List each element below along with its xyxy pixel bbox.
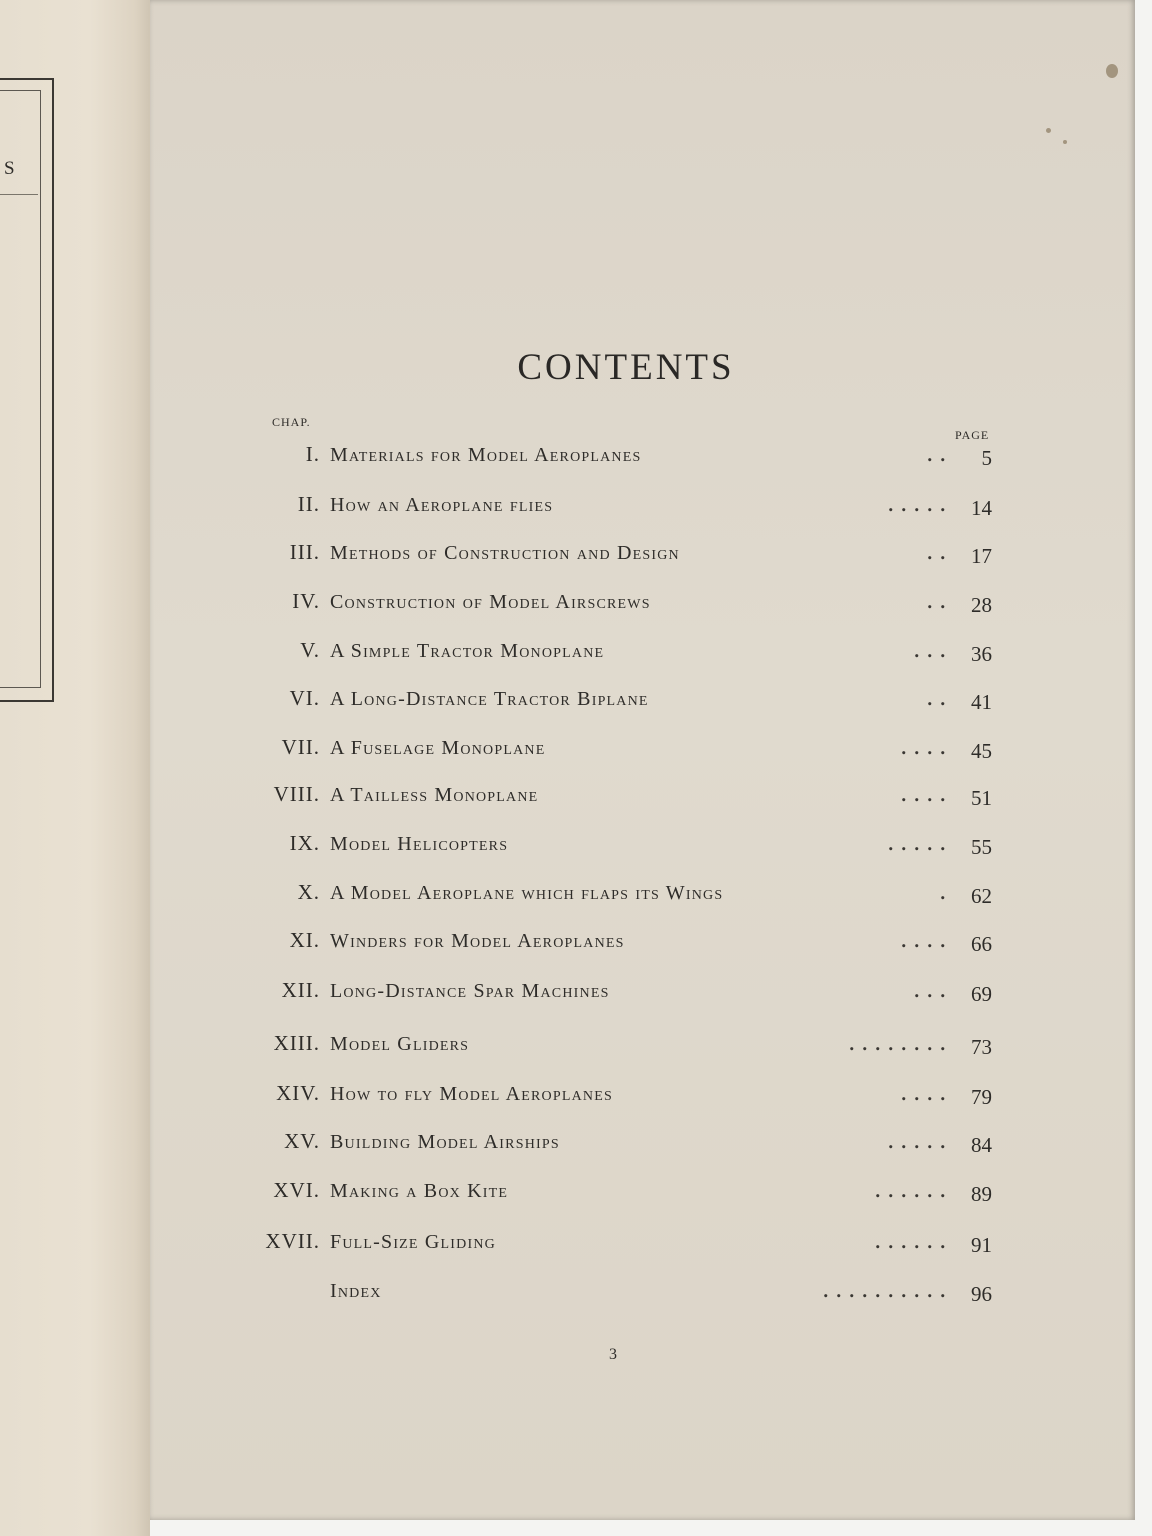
dot-leader: . . . . . . . . [848, 1027, 946, 1056]
chapter-title: Building Model Airships [330, 1131, 560, 1153]
dot-leader: . [939, 876, 946, 905]
page-ref: 69 [971, 982, 992, 1006]
page-ref: 41 [971, 690, 992, 714]
chapter-title: A Simple Tractor Monoplane [330, 640, 605, 662]
dot-leader: . . . . [900, 1077, 946, 1106]
chapter-number: VI. [289, 686, 320, 710]
toc-entry [0, 1174, 1152, 1218]
toc-entry [0, 682, 1152, 726]
chapter-number: XI. [289, 928, 320, 952]
foxing-spot [1106, 64, 1118, 78]
chapter-title: Model Helicopters [330, 833, 509, 855]
dot-leader: . . . . . [887, 1125, 946, 1154]
page-ref: 91 [971, 1233, 992, 1257]
toc-entry [0, 974, 1152, 1018]
chapter-title: Materials for Model Aeroplanes [330, 444, 642, 466]
chapter-number: XIII. [273, 1031, 320, 1055]
page-ref: 84 [971, 1133, 992, 1157]
chapter-number: IV. [292, 589, 320, 613]
toc-entry [0, 438, 1152, 482]
toc-entry [0, 731, 1152, 775]
chapter-number: V. [300, 638, 320, 662]
toc-entry [0, 876, 1152, 920]
chapter-number: XVII. [265, 1229, 320, 1253]
chapter-title: Making a Box Kite [330, 1180, 509, 1202]
page-ref: 28 [971, 593, 992, 617]
toc-entry [0, 1027, 1152, 1071]
dot-leader: . . . . . [887, 488, 946, 517]
chapter-number: XII. [281, 978, 320, 1002]
dot-leader: . . [926, 585, 946, 614]
chapter-number: IX. [289, 831, 320, 855]
page-ref: 55 [971, 835, 992, 859]
toc-entry [0, 634, 1152, 678]
page-ref: 51 [971, 786, 992, 810]
dot-leader: . . [926, 438, 946, 467]
dot-leader: . . . . . . [874, 1225, 946, 1254]
page-ref: 62 [971, 884, 992, 908]
chapter-title: A Model Aeroplane which flaps its Wings [330, 882, 724, 904]
chapter-number: XIV. [276, 1081, 320, 1105]
toc-entry [0, 536, 1152, 580]
foxing-spot [1063, 140, 1067, 144]
chapter-number: X. [297, 880, 320, 904]
chapter-title: A Tailless Monoplane [330, 784, 539, 806]
chapter-number: XV. [284, 1129, 320, 1153]
chapter-title: How an Aeroplane flies [330, 494, 554, 516]
toc-entry [0, 924, 1152, 968]
dot-leader: . . . . [900, 731, 946, 760]
chapter-title: Model Gliders [330, 1033, 470, 1055]
page-ref: 73 [971, 1035, 992, 1059]
toc-entry [0, 1274, 1152, 1318]
chapter-title: Index [330, 1280, 382, 1302]
toc-entry [0, 827, 1152, 871]
toc-entry [0, 585, 1152, 629]
chapter-number: II. [297, 492, 320, 516]
chapter-number: XVI. [273, 1178, 320, 1202]
foxing-spot [1046, 128, 1051, 133]
dot-leader: . . [926, 682, 946, 711]
page-ref: 79 [971, 1085, 992, 1109]
left-page-rule [0, 194, 38, 195]
dot-leader: . . . . . [887, 827, 946, 856]
page-ref: 17 [971, 544, 992, 568]
toc-entry [0, 1225, 1152, 1269]
chap-column-label: CHAP. [272, 415, 311, 429]
chapter-title: How to fly Model Aeroplanes [330, 1083, 613, 1105]
chapter-number: I. [305, 442, 320, 466]
dot-leader: . . . . . . . . . . [822, 1274, 946, 1303]
chapter-number: VII. [281, 735, 320, 759]
chapter-title: A Fuselage Monoplane [330, 737, 546, 759]
toc-entry [0, 1125, 1152, 1169]
chapter-number: VIII. [273, 782, 320, 806]
dot-leader: . . . . . . [874, 1174, 946, 1203]
contents-title: CONTENTS [517, 347, 735, 388]
page-ref: 96 [971, 1282, 992, 1306]
left-page-text-fragment: S [4, 158, 16, 179]
chapter-number: III. [289, 540, 320, 564]
dot-leader: . . . [913, 974, 946, 1003]
chapter-title: Full-Size Gliding [330, 1231, 496, 1253]
page-column-label: PAGE [955, 428, 990, 442]
chapter-title: Winders for Model Aeroplanes [330, 930, 625, 952]
page-ref: 66 [971, 932, 992, 956]
chapter-title: Long-Distance Spar Machines [330, 980, 610, 1002]
dot-leader: . . [926, 536, 946, 565]
toc-entry [0, 1077, 1152, 1121]
chapter-title: Construction of Model Airscrews [330, 591, 651, 613]
background-strip [150, 1520, 1152, 1536]
toc-entry [0, 778, 1152, 822]
chapter-title: A Long-Distance Tractor Biplane [330, 688, 649, 710]
dot-leader: . . . [913, 634, 946, 663]
page-ref: 5 [981, 446, 992, 470]
page-ref: 36 [971, 642, 992, 666]
page-ref: 45 [971, 739, 992, 763]
dot-leader: . . . . [900, 778, 946, 807]
chapter-title: Methods of Construction and Design [330, 542, 680, 564]
page-ref: 14 [971, 496, 992, 520]
toc-entry [0, 488, 1152, 532]
page-ref: 89 [971, 1182, 992, 1206]
page-number: 3 [609, 1346, 617, 1363]
dot-leader: . . . . [900, 924, 946, 953]
